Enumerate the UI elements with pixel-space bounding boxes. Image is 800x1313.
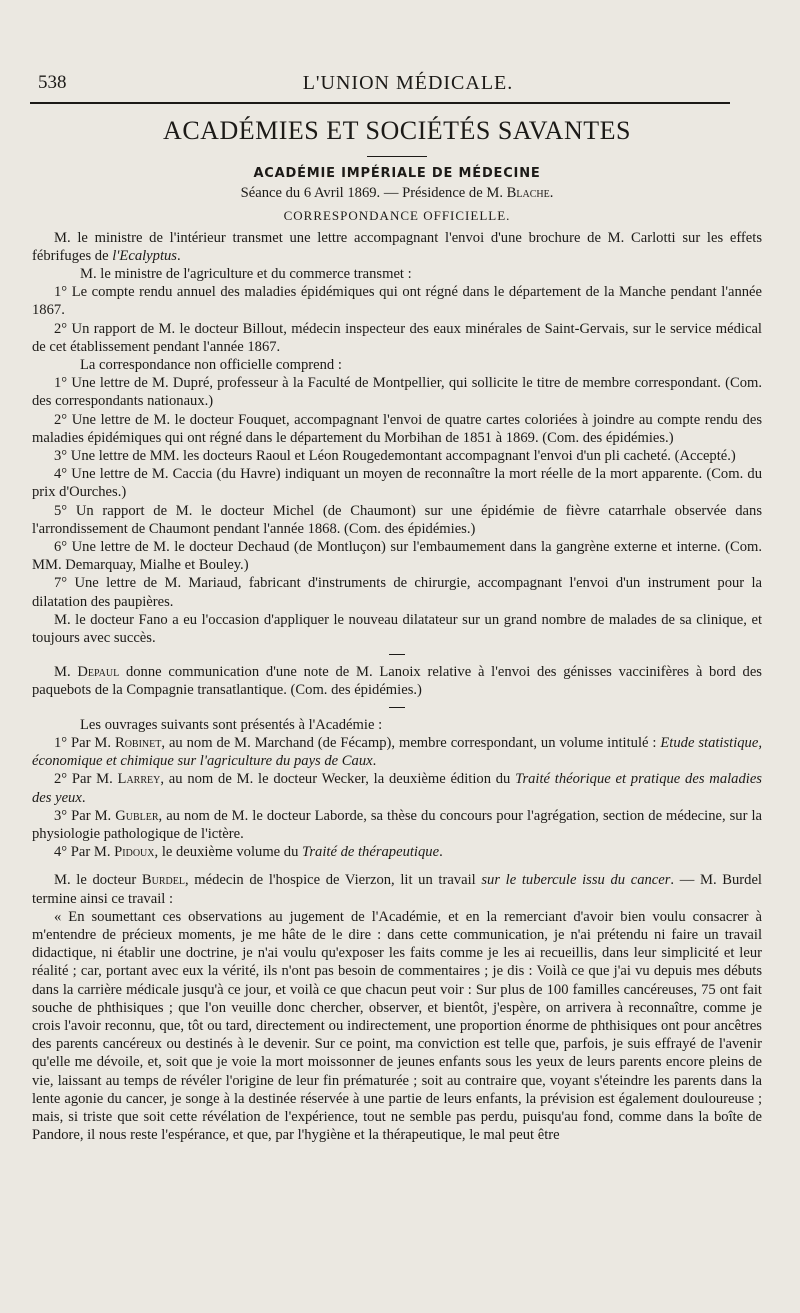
quoted-paragraph: « En soumettant ces observations au jugement de l'Académie, et en la remerciant d'avoir bien voulu consacrer à m'entendre de précieux moments, je me hâte de le dire : dans cette communication, je n'ai prétendu ni faire un travail didactique, ni établir une doctrine, je n'ai voulu qu'exposer les faits comme je les ai recueillis, dans leur simplicité et leur réalité ; car, portant avec eux la vérité, ils n'ont pas besoin de commentaires ; je dis : Voilà ce que j'ai vu depuis mes débuts dans la carrière médicale jusqu'à ce jour, et voilà ce que chacun peut voir : Sur plus de 100 familles cancéreuses, 75 ont fait souche de phthisiques ; que l'on veuille donc chercher, observer, et bientôt, j'espère, on arrivera à reconnaître, comme je crois l'avoir reconnu, que, tôt ou tard, directement ou indirectement, une proportion énorme de phthisiques ont pour ancêtres des parents cancéreux ou destinés à le devenir. Sur ce point, ma conviction est telle que, parfois, je suis effrayé de l'avenir qu'elle me dévoile, et, soit que je voie la mort moissonner de jeunes enfants sous les yeux de leurs parents encore pleins de vie, laissant au temps de révéler l'origine de leur fin prématurée ; soit au contraire que, voyant s'éteindre les parents dans la lente agonie du cancer, je songe à la destinée réservée à une partie de leurs enfants, la prévision est également douloureuse ; mais, si triste que soit cette révélation de l'expérience, tout ne semble pas perdu, puisqu'au fond, comme dans la boîte de Pandore, il nous reste l'espérance, et que, par l'hygiène et la thérapeutique, le mal peut être	[32, 908, 762, 1144]
paragraph: 2° Un rapport de M. le docteur Billout, médecin inspecteur des eaux minérales de Saint-Gervais, sur le service médical de cet établissement pendant l'année 1867.	[32, 320, 762, 355]
section-separator	[389, 654, 405, 655]
running-header	[38, 72, 778, 102]
paragraph: 4° Par M. Pidoux, le deuxième volume du Traité de thérapeutique.	[54, 844, 443, 861]
paragraph: 3° Une lettre de MM. les docteurs Raoul et Léon Rougedemontant accompagnant l'envoi d'un pli cacheté. (Accepté.)	[54, 448, 736, 465]
paragraph: 2° Par M. Larrey, au nom de M. le docteur Wecker, la deuxième édition du Traité théorique et pratique des maladies des yeux.	[32, 771, 762, 806]
article-body	[32, 112, 762, 1144]
header-rule	[30, 102, 730, 104]
paragraph: 6° Une lettre de M. le docteur Dechaud (de Montluçon) sur l'embaumement dans la gangrène externe et interne. (Com. MM. Demarquay, Mialhe et Bouley.)	[32, 539, 762, 574]
president-name: Blache.	[506, 185, 554, 202]
paragraph: M. le ministre de l'agriculture et du commerce transmet :	[80, 266, 412, 283]
paragraph: La correspondance non officielle comprend :	[80, 357, 342, 374]
journal-title: L'UNION MÉDICALE.	[302, 72, 514, 94]
paragraph: 5° Un rapport de M. le docteur Michel (de Chaumont) sur une épidémie de fièvre catarrhale observée dans l'arrondissement de Chaumont pendant l'année 1868. (Com. des épidémies.)	[32, 502, 762, 537]
paragraph: Les ouvrages suivants sont présentés à l'Académie :	[80, 716, 383, 733]
paragraph: 2° Une lettre de M. le docteur Fouquet, accompagnant l'envoi de quatre cartes coloriées à joindre au compte rendu des maladies épidémiques qui ont régné dans le département du Morbihan de 1851 à 1869. (Com. des épidémies.)	[32, 411, 762, 446]
paragraph: 3° Par M. Gubler, au nom de M. le docteur Laborde, sa thèse du concours pour l'agrégation, section de médecine, sur la physiologie pathologique de l'ictère.	[32, 807, 762, 842]
academy-heading: ACADÉMIE IMPÉRIALE DE MÉDECINE	[253, 166, 541, 181]
paragraph: M. le docteur Fano a eu l'occasion d'appliquer le nouveau dilatateur sur un grand nombre de malades de sa clinique, et toujours avec succès.	[32, 611, 762, 647]
paragraph: 1° Le compte rendu annuel des maladies épidémiques qui ont régné dans le département de la Manche pendant l'année 1867.	[32, 284, 762, 319]
title-rule	[367, 156, 427, 157]
paragraph: M. Depaul donne communication d'une note de M. Lanoix relative à l'envoi des génisses vaccinifères à bord des paquebots de la Compagnie transatlantique. (Com. des épidémies.)	[32, 664, 762, 699]
paragraph: 7° Une lettre de M. Mariaud, fabricant d'instruments de chirurgie, accompagnant l'envoi d'un instrument pour la dilatation des paupières.	[32, 575, 762, 610]
paragraph: 4° Une lettre de M. Caccia (du Havre) indiquant un moyen de reconnaître la mort réelle de la mort apparente. (Com. du prix d'Ourches.)	[32, 466, 762, 501]
paragraph: M. le ministre de l'intérieur transmet une lettre accompagnant l'envoi d'une brochure de M. Carlotti sur les effets fébrifuges de l'Ecalyptus.	[32, 229, 762, 264]
paragraph: M. le docteur Burdel, médecin de l'hospice de Vierzon, lit un travail sur le tubercule issu du cancer. — M. Burdel termine ainsi ce travail :	[32, 872, 762, 907]
section-title: ACADÉMIES ET SOCIÉTÉS SAVANTES	[163, 116, 631, 145]
paragraph: 1° Une lettre de M. Dupré, professeur à la Faculté de Montpellier, qui sollicite le titre de membre correspondant. (Com. des correspondants nationaux.)	[32, 375, 762, 410]
spacer	[32, 861, 762, 871]
section-separator	[389, 707, 405, 708]
session-line: Séance du 6 Avril 1869. — Présidence de M. Blache.	[240, 185, 554, 202]
paragraph: 1° Par M. Robinet, au nom de M. Marchand (de Fécamp), membre correspondant, un volume intitulé : Etude statistique, économique et chimique sur l'agriculture du pays de Caux.	[32, 734, 762, 770]
correspondence-heading: CORRESPONDANCE OFFICIELLE.	[283, 208, 511, 224]
page-number: 538	[38, 72, 67, 93]
